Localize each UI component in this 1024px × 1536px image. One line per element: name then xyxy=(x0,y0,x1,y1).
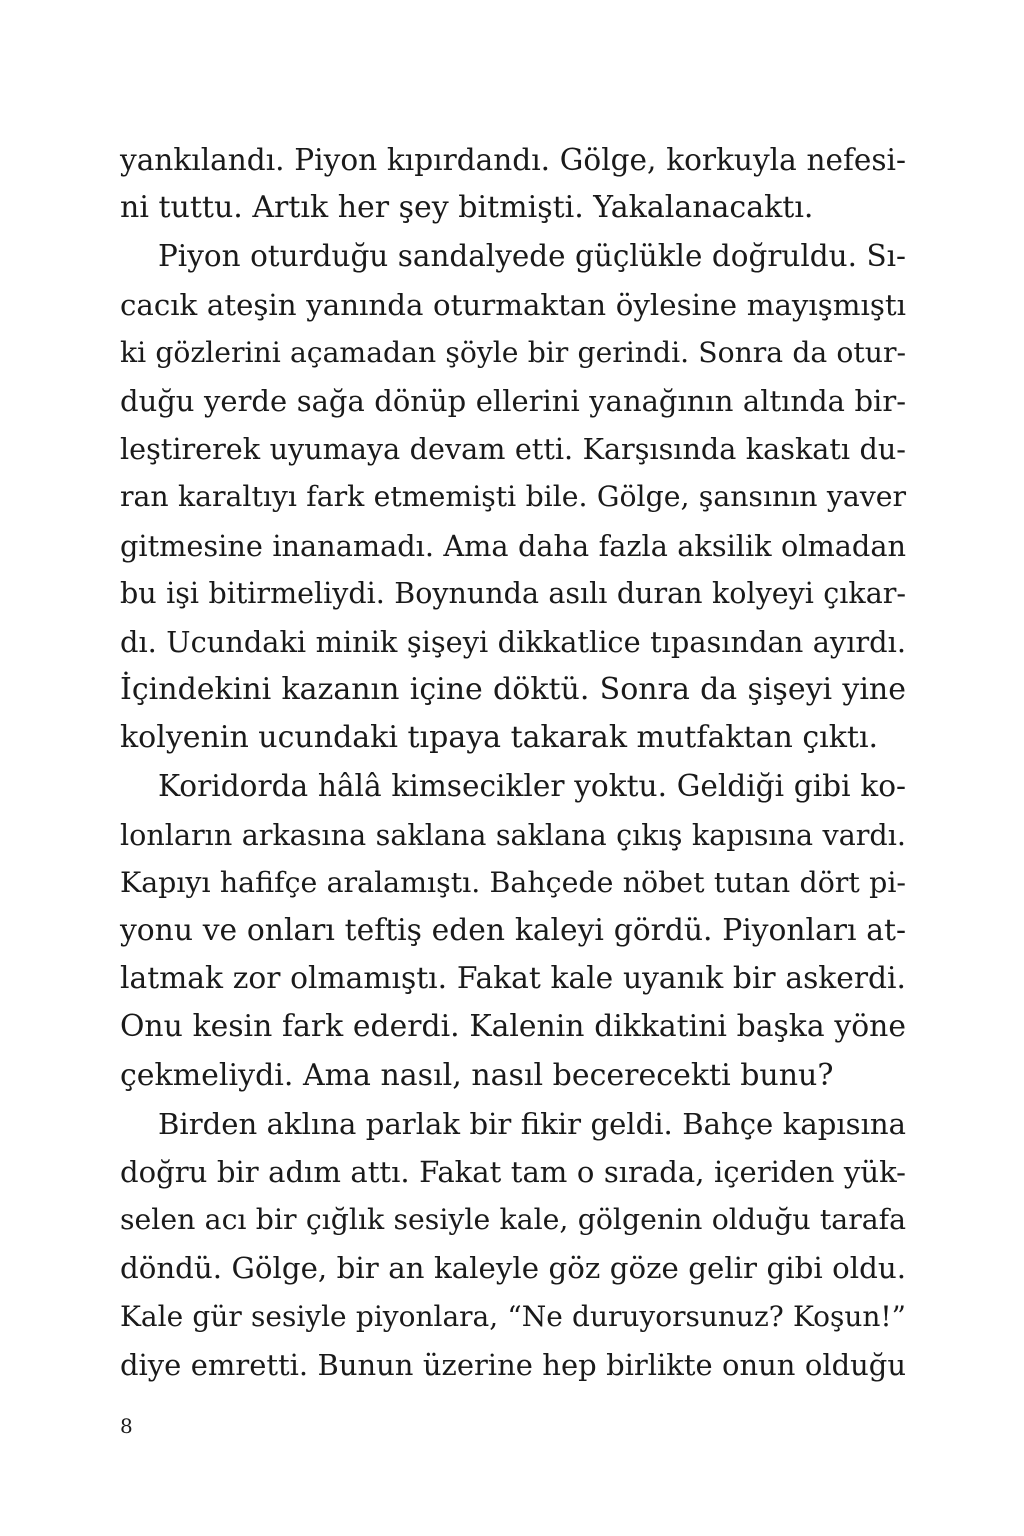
text-line: yankılandı. Piyon kıpırdandı. Gölge, korkuyla nefesi- xyxy=(120,143,906,177)
text-line: selen acı bir çığlık sesiyle kale, gölgenin olduğu tarafa xyxy=(120,1203,906,1237)
text-line: döndü. Gölge, bir an kaleyle göz göze gelir gibi oldu. xyxy=(120,1251,906,1286)
page-number: 8 xyxy=(120,1414,133,1438)
text-line: ran karaltıyı fark etmemişti bile. Gölge, şansının yaver xyxy=(120,480,906,514)
text-line: Onu kesin fark ederdi. Kalenin dikkatini başka yöne xyxy=(120,1009,906,1045)
text-line: doğru bir adım attı. Fakat tam o sırada, içeriden yük- xyxy=(120,1154,906,1189)
text-line: Birden aklına parlak bir fikir geldi. Bahçe kapısına xyxy=(158,1106,906,1141)
text-line: Koridorda hâlâ kimsecikler yoktu. Geldiği gibi ko- xyxy=(158,769,906,804)
text-line: bu işi bitirmeliydi. Boynunda asılı duran kolyeyi çıkar- xyxy=(120,576,906,610)
text-line: Piyon oturduğu sandalyede güçlükle doğruldu. Sı- xyxy=(158,239,906,274)
body-text xyxy=(120,136,906,1389)
text-line: yonu ve onları teftiş eden kaleyi gördü. Piyonları at- xyxy=(120,913,906,948)
text-line: çekmeliydi. Ama nasıl, nasıl becerecekti bunu? xyxy=(120,1057,834,1093)
text-line: lonların arkasına saklana saklana çıkış kapısına vardı. xyxy=(120,817,906,852)
text-line: cacık ateşin yanında oturmaktan öylesine mayışmıştı xyxy=(120,287,906,322)
text-line: duğu yerde sağa dönüp ellerini yanağının altında bir- xyxy=(120,383,906,418)
text-line: İçindekini kazanın içine döktü. Sonra da şişeyi yine xyxy=(120,672,906,708)
text-line: ni tuttu. Artık her şey bitmişti. Yakalanacaktı. xyxy=(120,190,814,226)
text-line: latmak zor olmamıştı. Fakat kale uyanık bir askerdi. xyxy=(120,961,906,997)
text-line: kolyenin ucundaki tıpaya takarak mutfaktan çıktı. xyxy=(120,720,879,756)
text-line: dı. Ucundaki minik şişeyi dikkatlice tıpasından ayırdı. xyxy=(120,624,906,659)
text-line: gitmesine inanamadı. Ama daha fazla aksilik olmadan xyxy=(120,528,906,563)
text-line: Kapıyı hafifçe aralamıştı. Bahçede nöbet tutan dört pi- xyxy=(120,865,906,899)
text-line: diye emretti. Bunun üzerine hep birlikte onun olduğu xyxy=(120,1347,906,1382)
text-line: Kale gür sesiyle piyonlara, “Ne duruyorsunuz? Koşun!” xyxy=(120,1299,906,1333)
text-line: ki gözlerini açamadan şöyle bir gerindi. Sonra da otur- xyxy=(120,335,906,369)
text-line: leştirerek uyumaya devam etti. Karşısında kaskatı du- xyxy=(120,432,906,467)
